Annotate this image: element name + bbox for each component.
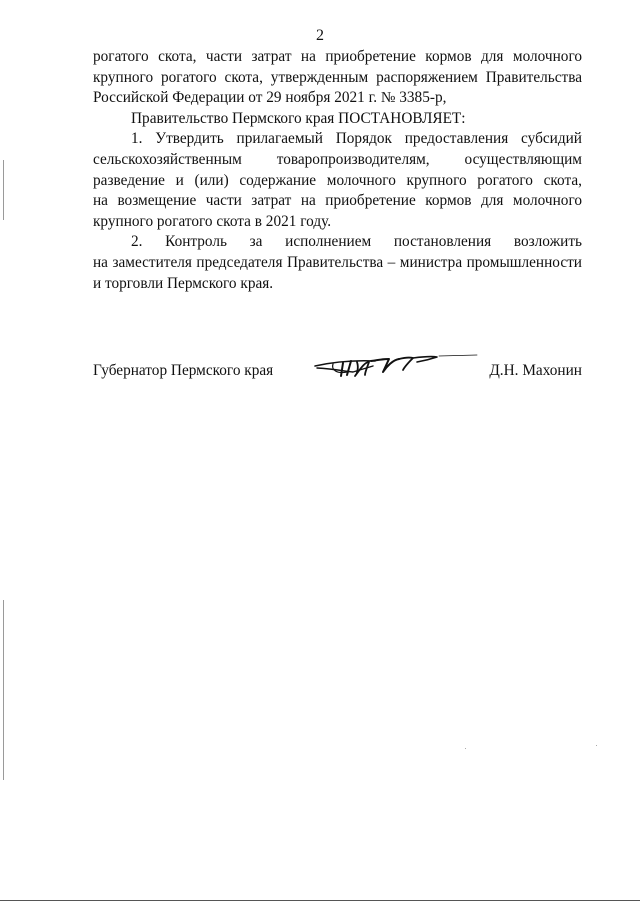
scan-speck (465, 748, 466, 749)
paragraph-1-line-1: рогатого скота, части затрат на приобретение кормов для молочного (93, 48, 582, 65)
paragraph-4-line-3: и торговли Пермского края. (93, 274, 274, 292)
paragraph-3-line-3: разведение и (или) содержание молочного крупного рогатого скота, (93, 171, 582, 189)
scan-edge-mark (3, 600, 4, 780)
scan-speck (596, 745, 597, 746)
signatory-title: Губернатор Пермского края (93, 362, 274, 379)
handwritten-signature (313, 352, 478, 384)
paragraph-4-line-1: 2. Контроль за исполнением постановления возложить (131, 233, 582, 251)
paragraph-3-line-4: на возмещение части затрат на приобретение кормов для молочного (93, 192, 582, 210)
paragraph-3-line-2: сельскохозяйственным товаропроизводителям, осуществляющим (93, 150, 582, 168)
document-body (93, 47, 582, 294)
paragraph-1-line-2: крупного рогатого скота, утвержденным распоряжением Правительства (93, 68, 582, 86)
paragraph-3-line-5: крупного рогатого скота в 2021 году. (93, 212, 332, 230)
paragraph-2-line-1: Правительство Пермского края ПОСТАНОВЛЯЕТ: (131, 109, 466, 127)
paragraph-3-line-1: 1. Утвердить прилагаемый Порядок предоставления субсидий (131, 130, 582, 148)
scan-edge-mark (3, 160, 4, 220)
signature-block (93, 362, 582, 386)
paragraph-1-line-3: Российской Федерации от 29 ноября 2021 г. № 3385-р, (93, 89, 447, 107)
page-number: 2 (316, 27, 324, 44)
paragraph-4-line-2: на заместителя председателя Правительства – министра промышленности (93, 253, 582, 271)
signatory-name: Д.Н. Махонин (489, 362, 582, 379)
scan-bottom-edge (0, 900, 640, 901)
